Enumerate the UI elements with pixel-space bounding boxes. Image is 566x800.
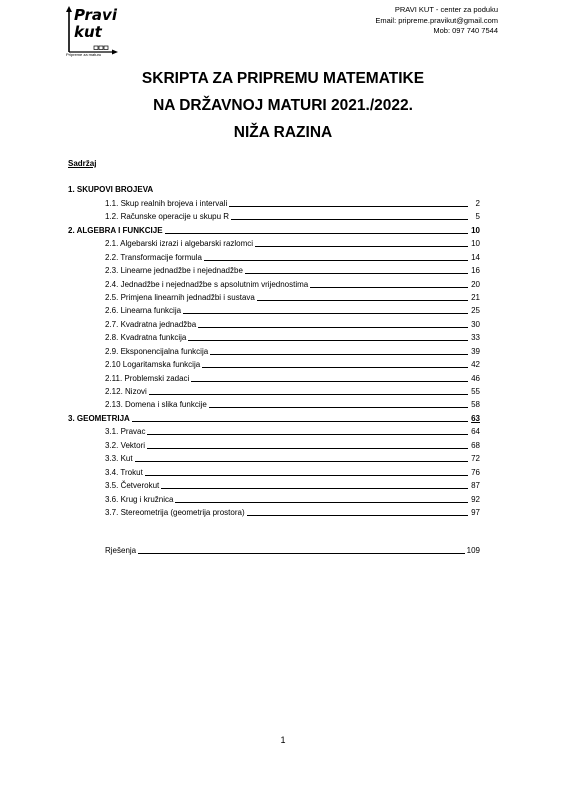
toc-entry-page: 20 [471,279,480,289]
table-of-contents [68,182,480,518]
logo-tagline: Pripreme za maturu [66,52,102,57]
toc-entry-page: 10 [471,225,480,235]
toc-entry-page: 21 [471,292,480,302]
toc-entry[interactable] [68,370,480,383]
contents-heading: Sadržaj [68,159,97,168]
toc-leader [161,488,468,489]
toc-entry-label: 2. ALGEBRA I FUNKCIJE [68,225,163,235]
toc-leader [149,394,468,395]
toc-entry-label: 3.6. Krug i kružnica [105,494,174,504]
toc-leader [310,287,468,288]
toc-entry-label: 2.4. Jednadžbe i nejednadžbe s apsolutnim vrijednostima [105,279,309,289]
toc-entry-label: 3. GEOMETRIJA [68,413,130,423]
toc-leader [229,206,468,207]
toc-leader [165,233,468,234]
toc-entry[interactable] [68,182,480,195]
toc-entry-page: 63 [471,413,480,423]
toc-entry-label: 2.9. Eksponencijalna funkcija [105,346,209,356]
toc-entry-page: 109 [466,546,480,556]
toc-entry[interactable] [68,451,480,464]
toc-entry[interactable] [68,330,480,343]
logo [64,6,124,62]
toc-entry-label: 2.8. Kvadratna funkcija [105,333,187,343]
toc-entry-label: 3.4. Trokut [105,467,143,477]
toc-entry-page: 42 [471,360,480,370]
toc-leader [209,407,468,408]
toc-entry-solutions[interactable] [105,543,480,556]
toc-leader [202,367,468,368]
toc-entry-page: 72 [471,454,480,464]
toc-leader [210,354,468,355]
document-title-line-3: NIŽA RAZINA [233,124,333,141]
toc-entry[interactable] [68,357,480,370]
toc-entry-label: 2.12. Nizovi [105,387,147,396]
toc-entry-label: 2.6. Linearna funkcija [105,306,182,316]
toc-entry-label: 2.1. Algebarski izrazi i algebarski razlomci [105,239,254,249]
toc-entry-label: 2.5. Primjena linearnih jednadžbi i sustava [105,292,255,302]
toc-leader [204,260,468,261]
toc-entry-page: 2 [475,198,480,208]
toc-entry[interactable] [68,397,480,410]
toc-entry-page: 97 [471,507,480,517]
toc-leader [145,475,468,476]
toc-entry[interactable] [68,276,480,289]
toc-leader [135,461,468,462]
toc-leader [257,300,468,301]
toc-entry-page: 14 [471,252,480,262]
document-title-line-2: NA DRŽAVNOJ MATURI 2021./2022. [153,97,413,114]
toc-leader [191,381,468,382]
contact-block [375,5,498,37]
toc-leader [132,421,468,422]
toc-leader [138,553,465,554]
toc-entry-page: 58 [471,400,480,410]
toc-entry-label: 2.3. Linearne jednadžbe i nejednadžbe [105,266,243,276]
toc-leader [245,273,468,274]
toc-entry-page: 64 [471,427,480,437]
page-number: 1 [280,735,286,745]
toc-entry-page: 76 [471,467,480,477]
logo-word-kut: kut [74,23,102,41]
toc-entry[interactable] [68,384,480,397]
toc-entry[interactable] [68,209,480,222]
toc-entry-label: 3.1. Pravac [105,427,146,437]
toc-entry-label: 2.7. Kvadratna jednadžba [105,319,197,329]
toc-entry-page: 5 [475,212,480,222]
logo-word-pravi: Pravi [74,6,117,24]
toc-entry[interactable] [68,505,480,518]
toc-entry-page: 39 [471,346,480,356]
contact-company: PRAVI KUT - center za poduku [394,5,498,14]
toc-entry-label: 2.11. Problemski zadaci [105,373,190,383]
toc-entry-page: 92 [471,494,480,504]
toc-leader [255,246,468,247]
toc-entry-label: 2.2. Transformacije formula [105,252,202,262]
toc-entry[interactable] [68,263,480,276]
toc-entry[interactable] [68,222,480,235]
toc-entry-label: 1. SKUPOVI BROJEVA [68,185,154,195]
toc-entry-page: 30 [471,319,480,329]
toc-entry-label: 3.2. Vektori [105,440,146,450]
toc-entry[interactable] [68,491,480,504]
toc-leader [175,502,468,503]
toc-leader [188,340,468,341]
toc-entry[interactable] [68,424,480,437]
toc-entry-label: 2.10 Logaritamska funkcija [105,360,201,370]
toc-leader [247,515,468,516]
toc-entry[interactable] [68,410,480,423]
toc-entry[interactable] [68,464,480,477]
toc-entry[interactable] [68,236,480,249]
toc-entry-page: 10 [471,239,480,249]
toc-entry-label: 3.5. Četverokut [105,481,160,491]
toc-leader [198,327,468,328]
contact-email: Email: pripreme.pravikut@gmail.com [375,15,498,25]
toc-entry-page: 68 [471,440,480,450]
contact-phone: Mob: 097 740 7544 [433,26,498,35]
toc-entry[interactable] [68,290,480,303]
toc-entry[interactable] [68,195,480,208]
toc-entry-page: 87 [471,481,480,491]
toc-entry-page: 46 [471,373,480,383]
toc-entry[interactable] [68,478,480,491]
toc-entry-label: 2.13. Domena i slika funkcije [105,400,207,410]
toc-leader [147,434,468,435]
toc-entry-page: 33 [471,333,480,343]
toc-leader [147,448,468,449]
toc-entry[interactable] [68,249,480,262]
toc-leader [231,219,468,220]
toc-entry-page: 25 [471,306,480,316]
toc-entry-label: 3.7. Stereometrija (geometrija prostora) [105,507,245,517]
toc-entry-page: 16 [471,266,480,276]
toc-entry[interactable] [68,437,480,450]
toc-entry-page: 55 [471,387,480,396]
toc-entry[interactable] [68,303,480,316]
toc-entry-label: 1.1. Skup realnih brojeva i intervali [105,198,228,208]
toc-entry-label: Rješenja [105,546,137,556]
toc-leader [183,313,468,314]
toc-entry[interactable] [68,343,480,356]
toc-entry[interactable] [68,316,480,329]
document-title-line-1: SKRIPTA ZA PRIPREMU MATEMATIKE [141,70,425,87]
toc-entry-label: 1.2. Računske operacije u skupu R [105,212,230,222]
toc-entry-label: 3.3. Kut [105,454,133,464]
